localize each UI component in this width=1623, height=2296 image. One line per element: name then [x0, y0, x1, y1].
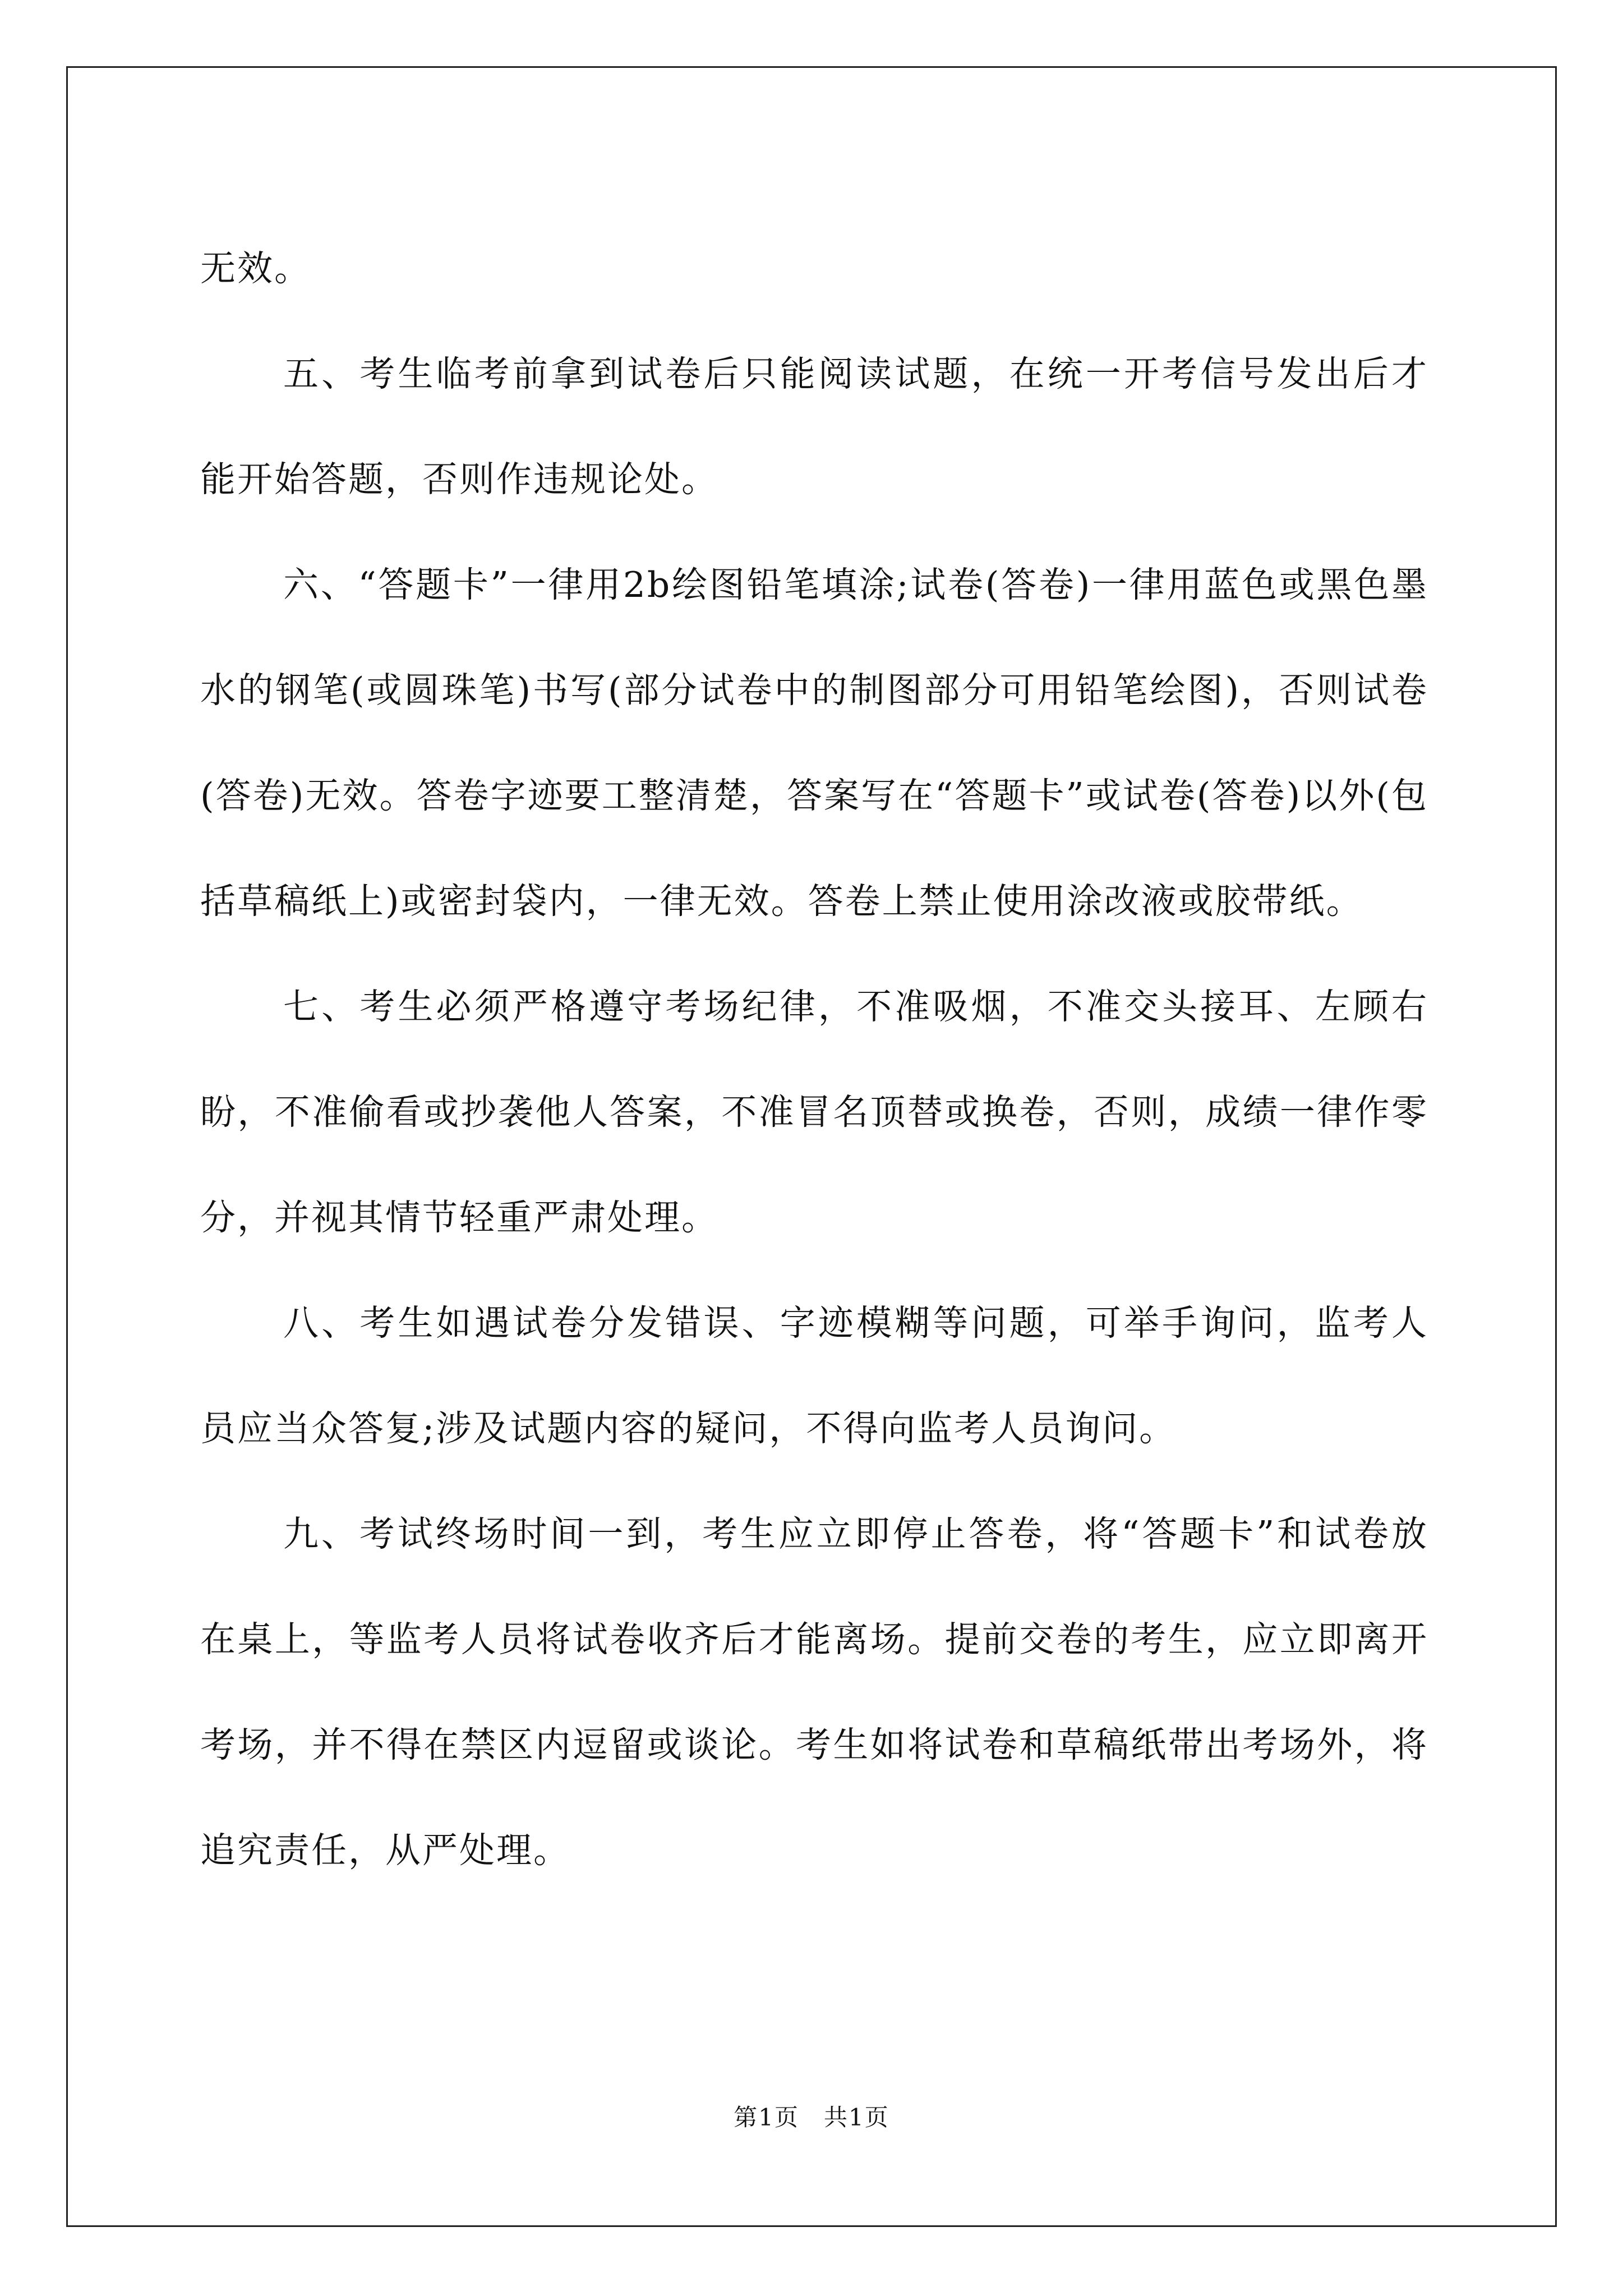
paragraph-rule-7: 七、考生必须严格遵守考场纪律，不准吸烟，不准交头接耳、左顾右盼，不准偷看或抄袭他人答案，不准冒名顶替或换卷，否则，成绩一律作零分，并视其情节轻重严肃处理。 [200, 986, 1428, 1238]
paragraph-rule-9: 九、考试终场时间一到，考生应立即停止答卷，将“答题卡”和试卷放在桌上，等监考人员将试卷收齐后才能离场。提前交卷的考生，应立即离开考场，并不得在禁区内逗留或谈论。考生如将试卷和草稿纸带出考场外，将追究责任，从严处理。 [200, 1513, 1428, 1871]
document-body [200, 216, 1428, 1903]
paragraph-rule-6: 六、“答题卡”一律用2b绘图铅笔填涂;试卷(答卷)一律用蓝色或黑色墨水的钢笔(或圆珠笔)书写(部分试卷中的制图部分可用铅笔绘图)，否则试卷(答卷)无效。答卷字迹要工整清楚，答案写在“答题卡”或试卷(答卷)以外(包括草稿纸上)或密封袋内，一律无效。答卷上禁止使用涂改液或胶带纸。 [200, 564, 1428, 922]
paragraph-continuation: 无效。 [200, 248, 311, 289]
paragraph-rule-8: 八、考生如遇试卷分发错误、字迹模糊等问题，可举手询问，监考人员应当众答复;涉及试题内容的疑问，不得向监考人员询问。 [200, 1303, 1428, 1449]
paragraph-rule-5: 五、考生临考前拿到试卷后只能阅读试题，在统一开考信号发出后才能开始答题，否则作违规论处。 [200, 353, 1428, 500]
page-number-footer: 第1页 共1页 [734, 2104, 889, 2131]
